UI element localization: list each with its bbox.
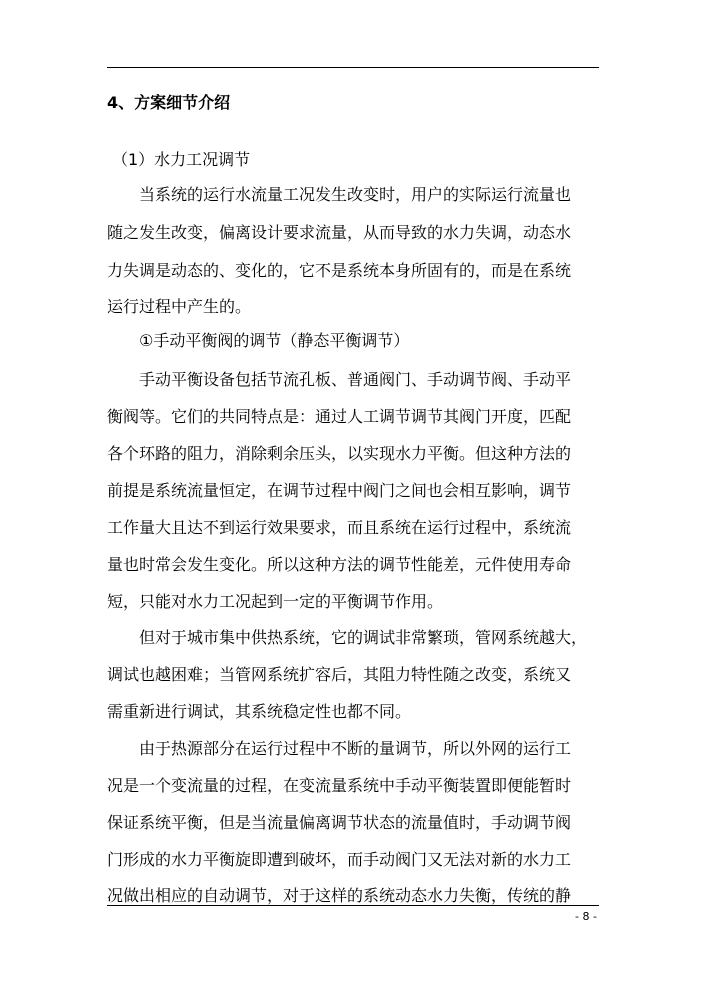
paragraph-line: 短，只能对水力工况起到一定的平衡调节作用。 (107, 592, 444, 611)
paragraph-line: 量也时常会发生变化。所以这种方法的调节性能差，元件使用寿命 (107, 555, 572, 574)
header-rule (107, 67, 599, 68)
paragraph-line: 况是一个变流量的过程，在变流量系统中手动平衡装置即便能暂时 (107, 776, 572, 795)
paragraph-line: 当系统的运行水流量工况发生改变时，用户的实际运行流量也 (139, 185, 572, 204)
paragraph-line: 门形成的水力平衡旋即遭到破坏，而手动阀门又无法对新的水力工 (107, 850, 572, 869)
paragraph-line: 力失调是动态的、变化的，它不是系统本身所固有的，而是在系统 (107, 261, 572, 280)
subheading: （1）水力工况调节 (112, 150, 251, 169)
paragraph-line: 运行过程中产生的。 (107, 297, 252, 316)
paragraph-line: 调试也越困难；当管网系统扩容后，其阻力特性随之改变，系统又 (107, 665, 572, 684)
paragraph-line: 手动平衡设备包括节流孔板、普通阀门、手动调节阀、手动平 (139, 370, 572, 389)
paragraph-line: 保证系统平衡，但是当流量偏离调节状态的流量值时，手动调节阀 (107, 813, 572, 832)
footer-rule (107, 905, 599, 906)
subitem-heading: ①手动平衡阀的调节（静态平衡调节） (139, 331, 410, 350)
paragraph-line: 随之发生改变，偏离设计要求流量，从而导致的水力失调，动态水 (107, 223, 572, 242)
paragraph-line: 工作量大且达不到运行效果要求，而且系统在运行过程中，系统流 (107, 518, 572, 537)
page-number: - 8 - (575, 910, 597, 923)
paragraph-line: 衡阀等。它们的共同特点是：通过人工调节调节其阀门开度，匹配 (107, 407, 572, 426)
paragraph-line: 前提是系统流量恒定，在调节过程中阀门之间也会相互影响，调节 (107, 481, 572, 500)
paragraph-line: 需重新进行调试，其系统稳定性也都不同。 (107, 702, 412, 721)
paragraph-line: 各个环路的阻力，消除剩余压头，以实现水力平衡。但这种方法的 (107, 444, 572, 463)
paragraph-line: 由于热源部分在运行过程中不断的量调节，所以外网的运行工 (139, 739, 572, 758)
paragraph-line: 况做出相应的自动调节，对于这样的系统动态水力失衡，传统的静 (107, 886, 572, 905)
section-heading: 4、方案细节介绍 (107, 93, 231, 112)
paragraph-line: 但对于城市集中供热系统，它的调试非常繁琐，管网系统越大， (139, 628, 588, 647)
